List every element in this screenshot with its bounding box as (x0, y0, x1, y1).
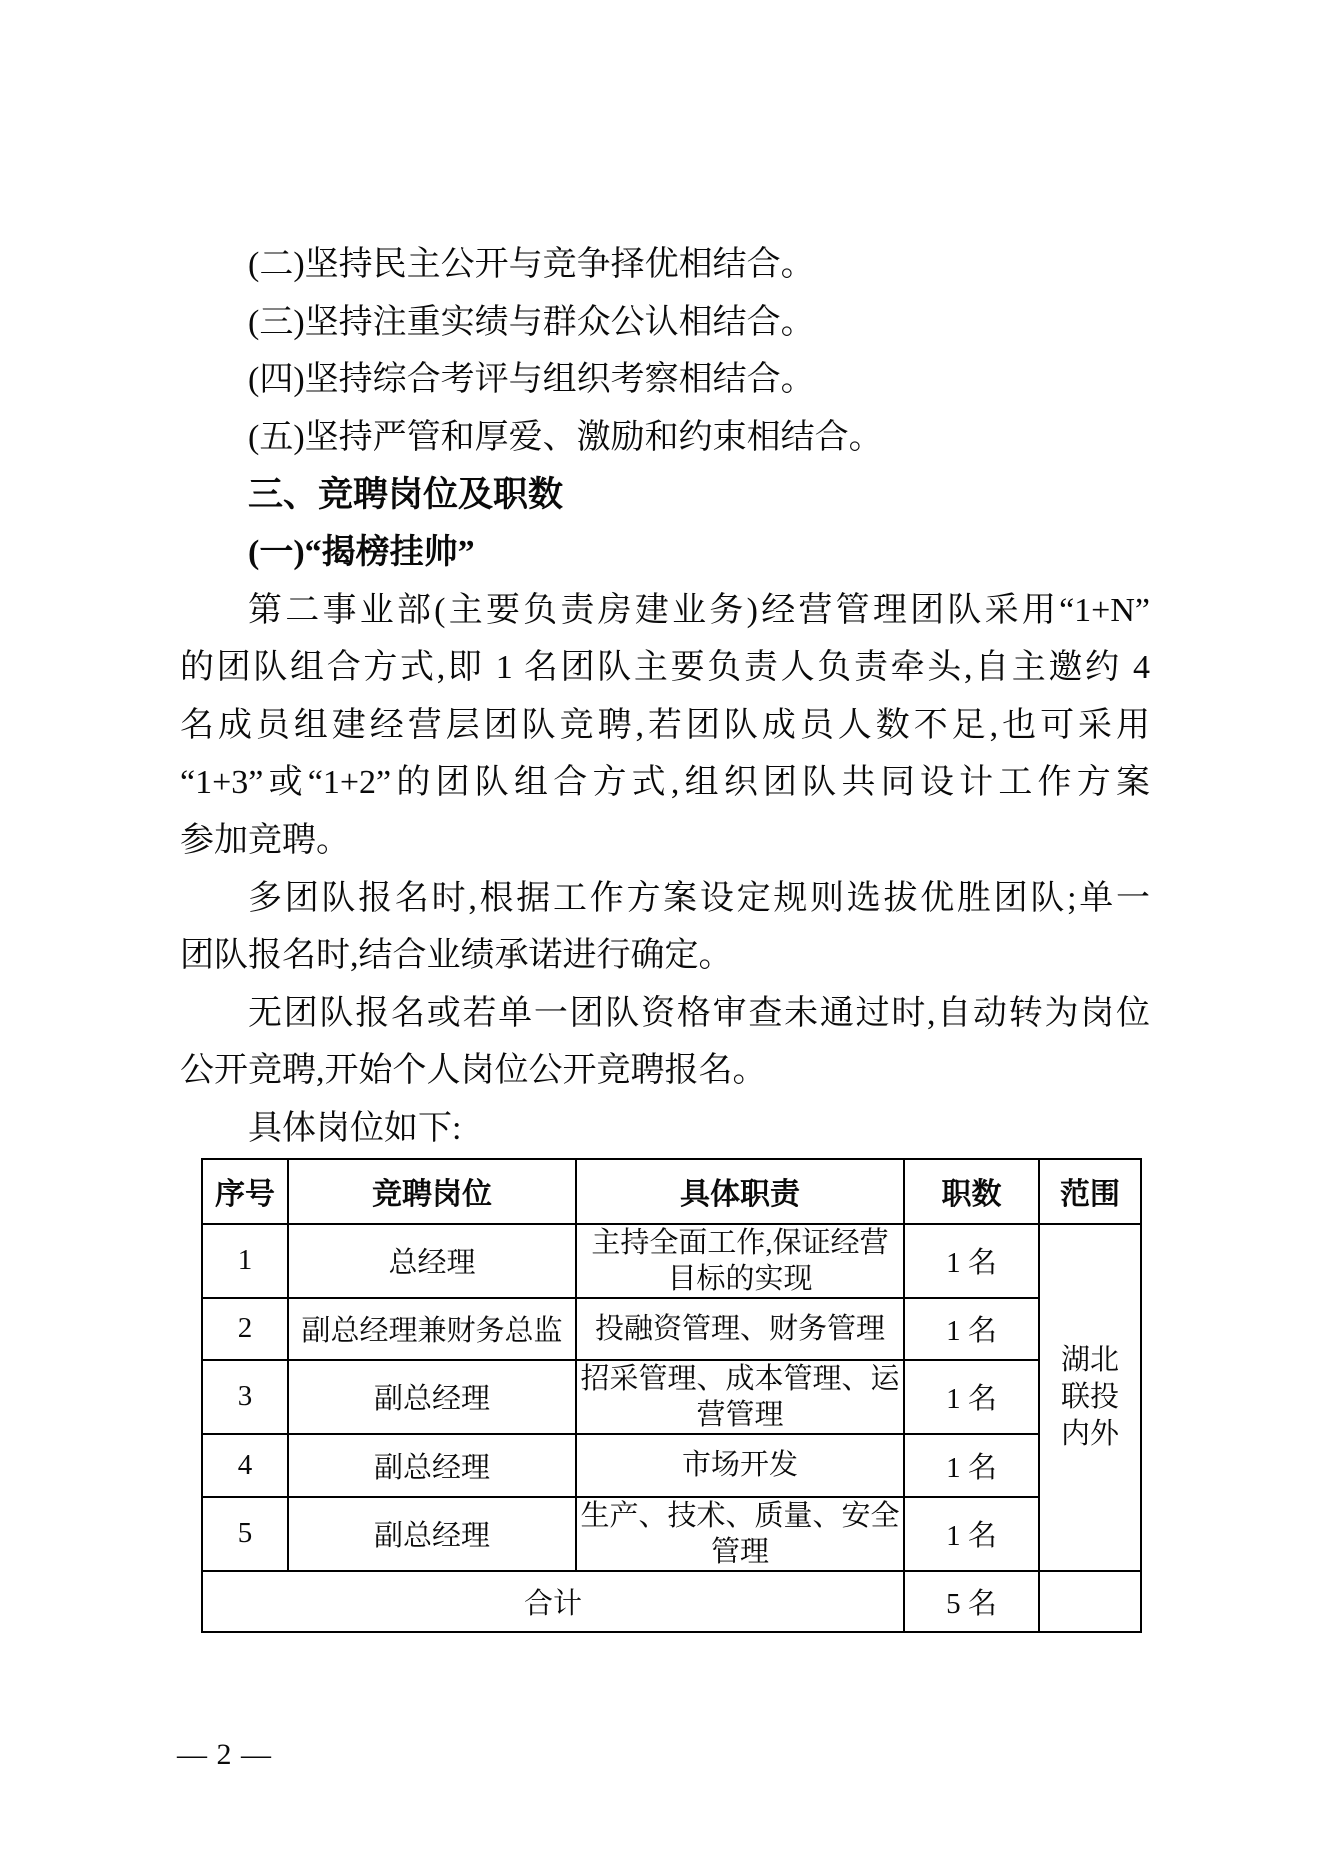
list-item-3: (三)坚持注重实绩与群众公认相结合。 (248, 303, 815, 341)
duty-cell (576, 1497, 904, 1571)
position-cell: 副总经理兼财务总监 (288, 1298, 576, 1360)
duty-line: 目标的实现 (667, 1262, 813, 1295)
section-heading: 三、竞聘岗位及职数 (248, 475, 564, 515)
duty-cell (576, 1224, 904, 1298)
paragraph-line: “1+3”或“1+2”的团队组合方式,组织团队共同设计工作方案 (180, 764, 1150, 802)
total-scope-cell (1039, 1571, 1141, 1632)
subsection-heading: (一)“揭榜挂帅” (248, 533, 475, 571)
total-label-cell: 合计 (202, 1571, 904, 1632)
table-header-row (202, 1159, 1141, 1224)
row-number-cell: 5 (202, 1497, 288, 1571)
row-number-cell: 3 (202, 1360, 288, 1434)
position-cell: 总经理 (288, 1224, 576, 1298)
row-number-cell: 4 (202, 1434, 288, 1497)
header-cell-duty: 具体职责 (576, 1159, 904, 1224)
table-intro-line: 具体岗位如下: (248, 1109, 462, 1147)
count-cell: 1 名 (904, 1224, 1039, 1298)
paragraph-line: 多团队报名时,根据工作方案设定规则选拔优胜团队;单一 (248, 879, 1150, 917)
paragraph-line: 的团队组合方式,即 1 名团队主要负责人负责牵头,自主邀约 4 (180, 649, 1150, 687)
table-row (202, 1298, 1141, 1360)
list-item-2: (二)坚持民主公开与竞争择优相结合。 (248, 246, 815, 283)
positions-table (201, 1158, 1142, 1633)
duty-cell (576, 1360, 904, 1434)
row-number-cell: 1 (202, 1224, 288, 1298)
position-cell: 副总经理 (288, 1497, 576, 1571)
header-cell-count: 职数 (904, 1159, 1039, 1224)
total-count-cell: 5 名 (904, 1571, 1039, 1632)
paragraph-line: 公开竞聘,开始个人岗位公开竞聘报名。 (180, 1052, 767, 1090)
duty-line: 投融资管理、财务管理 (594, 1312, 885, 1345)
table-row (202, 1360, 1141, 1434)
document-body (180, 0, 1150, 1633)
duty-line: 招采管理、成本管理、运 (580, 1362, 900, 1395)
header-cell-scope: 范围 (1039, 1159, 1141, 1224)
header-cell-position: 竞聘岗位 (288, 1159, 576, 1224)
count-cell: 1 名 (904, 1360, 1039, 1434)
count-cell: 1 名 (904, 1298, 1039, 1360)
page-number: — 2 — (177, 1738, 272, 1771)
row-number-cell: 2 (202, 1298, 288, 1360)
duty-line: 主持全面工作,保证经营 (591, 1226, 889, 1259)
duty-cell (576, 1298, 904, 1360)
duty-cell (576, 1434, 904, 1497)
list-item-4: (四)坚持综合考评与组织考察相结合。 (248, 361, 815, 399)
list-item-5: (五)坚持严管和厚爱、激励和约束相结合。 (248, 418, 883, 456)
table-row (202, 1497, 1141, 1571)
duty-line: 市场开发 (681, 1449, 798, 1481)
scope-text: 湖北联投内外 (1060, 1343, 1119, 1450)
paragraph-line: 第二事业部(主要负责房建业务)经营管理团队采用“1+N” (248, 591, 1150, 629)
paragraph-line: 团队报名时,结合业绩承诺进行确定。 (180, 937, 733, 975)
position-cell: 副总经理 (288, 1434, 576, 1497)
count-cell: 1 名 (904, 1434, 1039, 1497)
scope-cell (1039, 1224, 1141, 1571)
table-row (202, 1224, 1141, 1298)
paragraph-line: 无团队报名或若单一团队资格审查未通过时,自动转为岗位 (248, 994, 1150, 1032)
duty-line: 管理 (710, 1535, 769, 1568)
duty-line: 营管理 (696, 1398, 784, 1431)
paragraph-line: 名成员组建经营层团队竞聘,若团队成员人数不足,也可采用 (180, 706, 1150, 744)
duty-line: 生产、技术、质量、安全 (580, 1499, 900, 1532)
header-cell-index: 序号 (202, 1159, 288, 1224)
table-total-row (202, 1571, 1141, 1632)
count-cell: 1 名 (904, 1497, 1039, 1571)
position-cell: 副总经理 (288, 1360, 576, 1434)
table-row (202, 1434, 1141, 1497)
paragraph-line: 参加竞聘。 (180, 821, 350, 859)
